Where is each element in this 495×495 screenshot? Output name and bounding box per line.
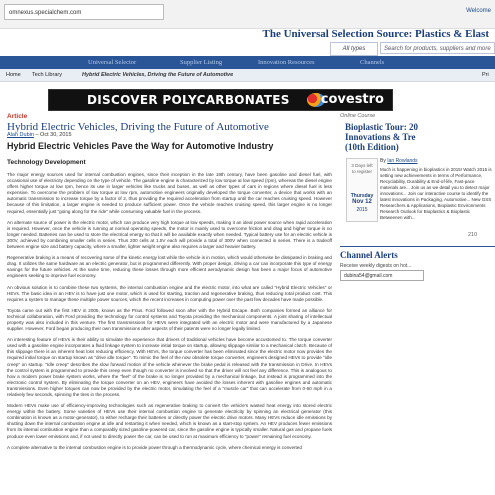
welcome-text: Welcome [466,8,491,14]
sidebar-label: Online Course [340,113,376,119]
article-paragraph: Toyota came out with the first HEV in 2005, known as the Prius. Ford followed soon after with the Hybrid Escape. Both companies formed an alliance for technical collaboration, with Ford providing the technology for control systems and Toyota providing the mechanical components. A joint sharing of intellectual property was also included in this venture. The first transmissions for HEVs were integrated with an electric motor and were manufactured by a Japanese supplier. However, Ford began producing their own transmissions after aspects of their patents were no longer legally limited. [7,307,332,332]
article-paragraph: A complete alternative to the internal combustion engine is to provide power through a thermodynamic cycle, where chemical energy is converted [7,444,302,450]
article-paragraph: An interesting feature of HEVs is their ability to simulate the experience that drivers of traditional vehicles have become accustomed to. The torque converter used with a gasoline engine incorporates a fluid linkage system to increase initial torque on startup, allowing slippage similar to a mechanical clutch. Because of this slippage there is an inherent heat loss reducing efficiency. With HEVs, the torque converter has been eliminated since the electric motor now provides the required initial torque on startup known as "drive idle torque". To mimic the feel of the now obsolete torque converter, engineers designed HEVs to provide "idle creep" on startup. "Idle creep" describes the slow forward motion of the vehicle whenever the brake pedal is released with the transmission in Drive. In HEVs the control system is programmed to provide this creep even though no converter is involved so that the driver will not feel any difference. This is analogous to how a modern power brake system works, where the "feel" of the brake is no longer provided by a mechanical linkage, but instead is programmed into the electronic control system. By eliminating the torque converter on an HEV, engineers have avoided the losses inherent with gasoline engines and automatic transmissions. Even higher torques can now be provided by the electric motor, simulating the feel of a "muscle car" that can accelerate from 0-60 mph in a relatively few seconds, spinning the tires in the process. [7,337,332,397]
article-title: Hybrid Electric Vehicles, Driving the Future of Automotive [7,121,269,133]
course-date-box [346,158,378,222]
site-tagline: The Universal Selection Source: Plastics & Elast [262,28,489,40]
days-left-line: 3 Days left [351,163,373,168]
by-prefix: By [380,158,386,164]
days-left-line: to register [351,169,372,174]
breadcrumb [0,69,495,82]
course-day: Thursday [350,193,374,199]
article-label: Article [7,113,28,120]
article-body [7,172,332,495]
byline-separator: – [35,132,41,138]
article-paragraph: Regenerative braking is a means of recovering some of the kinetic energy lost while the vehicle is in motion, which would otherwise be dissipated in braking and drag. It utilizes the same hardware as an electric generator, but is programmed differently. With proper design, driving a car can incorporate this type of energy savings for the future vehicles. At the same time, reducing these losses through more efficient aerodynamic design has been a major focus of automotive engineers seeking to improve fuel economy. [7,255,332,279]
url-field[interactable]: omnexus.specialchem.com [4,4,164,20]
channel-alerts-title: Channel Alerts [340,250,398,260]
course-description-text: Much is happening in bioplastics in 2015! Watch 2015 is setting new achievements in terms of Performance, Recyclability, Durability & End-of-life, Fast-pace materials are... Join us as we detail you to detect major innovations... Join our interactive course to identify the latest innovations in Packaging, Automotive... New GSS Researchers & Applications, Bioplastic Environments Research Outlook for Bioplastics & Bioplastic Betweenen with... [380,167,492,220]
breadcrumb-tech-library[interactable]: Tech Library [32,72,62,78]
course-date: Nov 12 [352,199,372,205]
course-title[interactable] [345,122,493,152]
channel-alerts-subtitle: Receive weekly digests on hot... [340,263,412,269]
nav-supplier-listing[interactable]: Supplier Listing [180,59,223,66]
ad-banner[interactable] [48,89,393,111]
course-author-link[interactable]: Ian Rowlands [387,158,418,164]
breadcrumb-current: Hybrid Electric Vehicles, Driving the Future of Automotive [82,72,234,78]
article-date: Oct 30, 2015 [40,132,72,138]
course-title-line: Bioplastic Tour: 20 [345,122,419,132]
author-link[interactable]: Alan Dubin [7,132,34,138]
article-paragraph: Modern HEVs make use of efficiency-improving technologies such as regenerative braking to convert the vehicle's wasted heat energy into stored electric energy within the battery. Some varieties of HEVs use their internal combustion engine to generate electricity by spinning an electrical generator (this combination is known as a motor-generator), to either recharge their batteries or directly power the electric drive motors. Many HEVs reduce idle emissions by shutting down the internal combustion engine at idle and restarting it when needed, which is known as a start-stop system. An HEV produces fewer emissions from its internal combustion engine than a comparably sized gasoline-powered car, since the gasoline engine is typically smaller. Natural gas and propane fuels produce even lower emissions and, if not used to directly power the car, can be used to run at maximum efficiency to "power" remaining fuel economy. [7,403,332,439]
course-description [380,158,493,220]
email-field[interactable]: dubina54@gmail.com [340,270,424,281]
days-left [347,163,377,175]
article-paragraph: The major energy sources used for internal combustion engines, since their inception in the late 19th century, have been gasoline and diesel fuel, with occasional use of electricity depending on the type of vehicle. The gasoline engine is characterized by low torque at low speed (rpm), whereas the diesel engine offers higher torque at low rpm, hence its use in larger vehicles like trucks and buses, as well as other types of cars in regions where diesel fuel is less expensive. To overcome the problem of low torque at low rpm, automotive engineers originally developed the torque converter, a device that works with an automatic transmission to increase torque by a factor of 2, thus providing the required acceleration from startup until the car reaches cruising speed. However because of this limitation, a larger engine is needed to produce sufficient power. Once the vehicle reaches cruising speed, this larger engine is no longer required, essentially just "going along for the ride" while consuming valuable fuel in the process. [7,172,332,214]
browser-bar [0,0,495,29]
course-title-line: (10th Edition) [345,142,399,152]
article-paragraph: An alternate source of power is the electric motor, which can produce very high torque at low speeds, making it an ideal power source when rapid acceleration is required. However, once the vehicle is running at normal operating speeds, the motor is mainly used to overcome friction and drag and higher torque is no longer needed. Batteries can be used to store the electrical energy so that it will be available exactly when needed. Typical battery use for an electric vehicle is 300V, achieved by combining smaller cells in series. Thus 200 cells at 1.5V each will provide a total of 300V when connected in series. There is a tradeoff between engine size and battery capacity, where a smaller, lighter weight engine also requires a larger and heavier battery. [7,219,332,250]
nav-channels[interactable]: Channels [360,59,385,66]
article-paragraph: An obvious solution is to combine these two systems, the internal combustion engine and the electric motor, into what are called "Hybrid Electric Vehicles" or HEVs. The basic idea in an HEV is to have just one motor, which is used for starting, traction and regenerative braking, thus reducing total product cost. This requires a system to manage these multiple power sources, which the recent increases in computing power over the past few decades have made possible. [7,284,332,302]
nav-innovation-resources[interactable]: Innovation Resources [258,59,315,66]
course-author [380,158,493,164]
banner-logo: covestro [320,92,384,107]
article-subtitle: Hybrid Electric Vehicles Pave the Way for Automotive Industry [7,141,274,151]
pager-count: 210 [468,232,478,238]
nav-universal-selector[interactable]: Universal Selector [88,59,137,66]
divider [340,246,495,247]
section-heading: Technology Development [7,159,86,166]
course-year: 2015 [356,207,368,213]
search-input[interactable]: Search for products, suppliers and more [380,42,495,54]
course-title-line: Innovations & Tre [345,132,416,142]
search-type-select[interactable]: All types [330,42,378,56]
banner-text: DISCOVER POLYCARBONATES [87,93,290,107]
article-byline [7,132,72,138]
breadcrumb-home[interactable]: Home [6,72,21,78]
print-link[interactable]: Pri [482,72,489,78]
main-nav [0,56,495,69]
